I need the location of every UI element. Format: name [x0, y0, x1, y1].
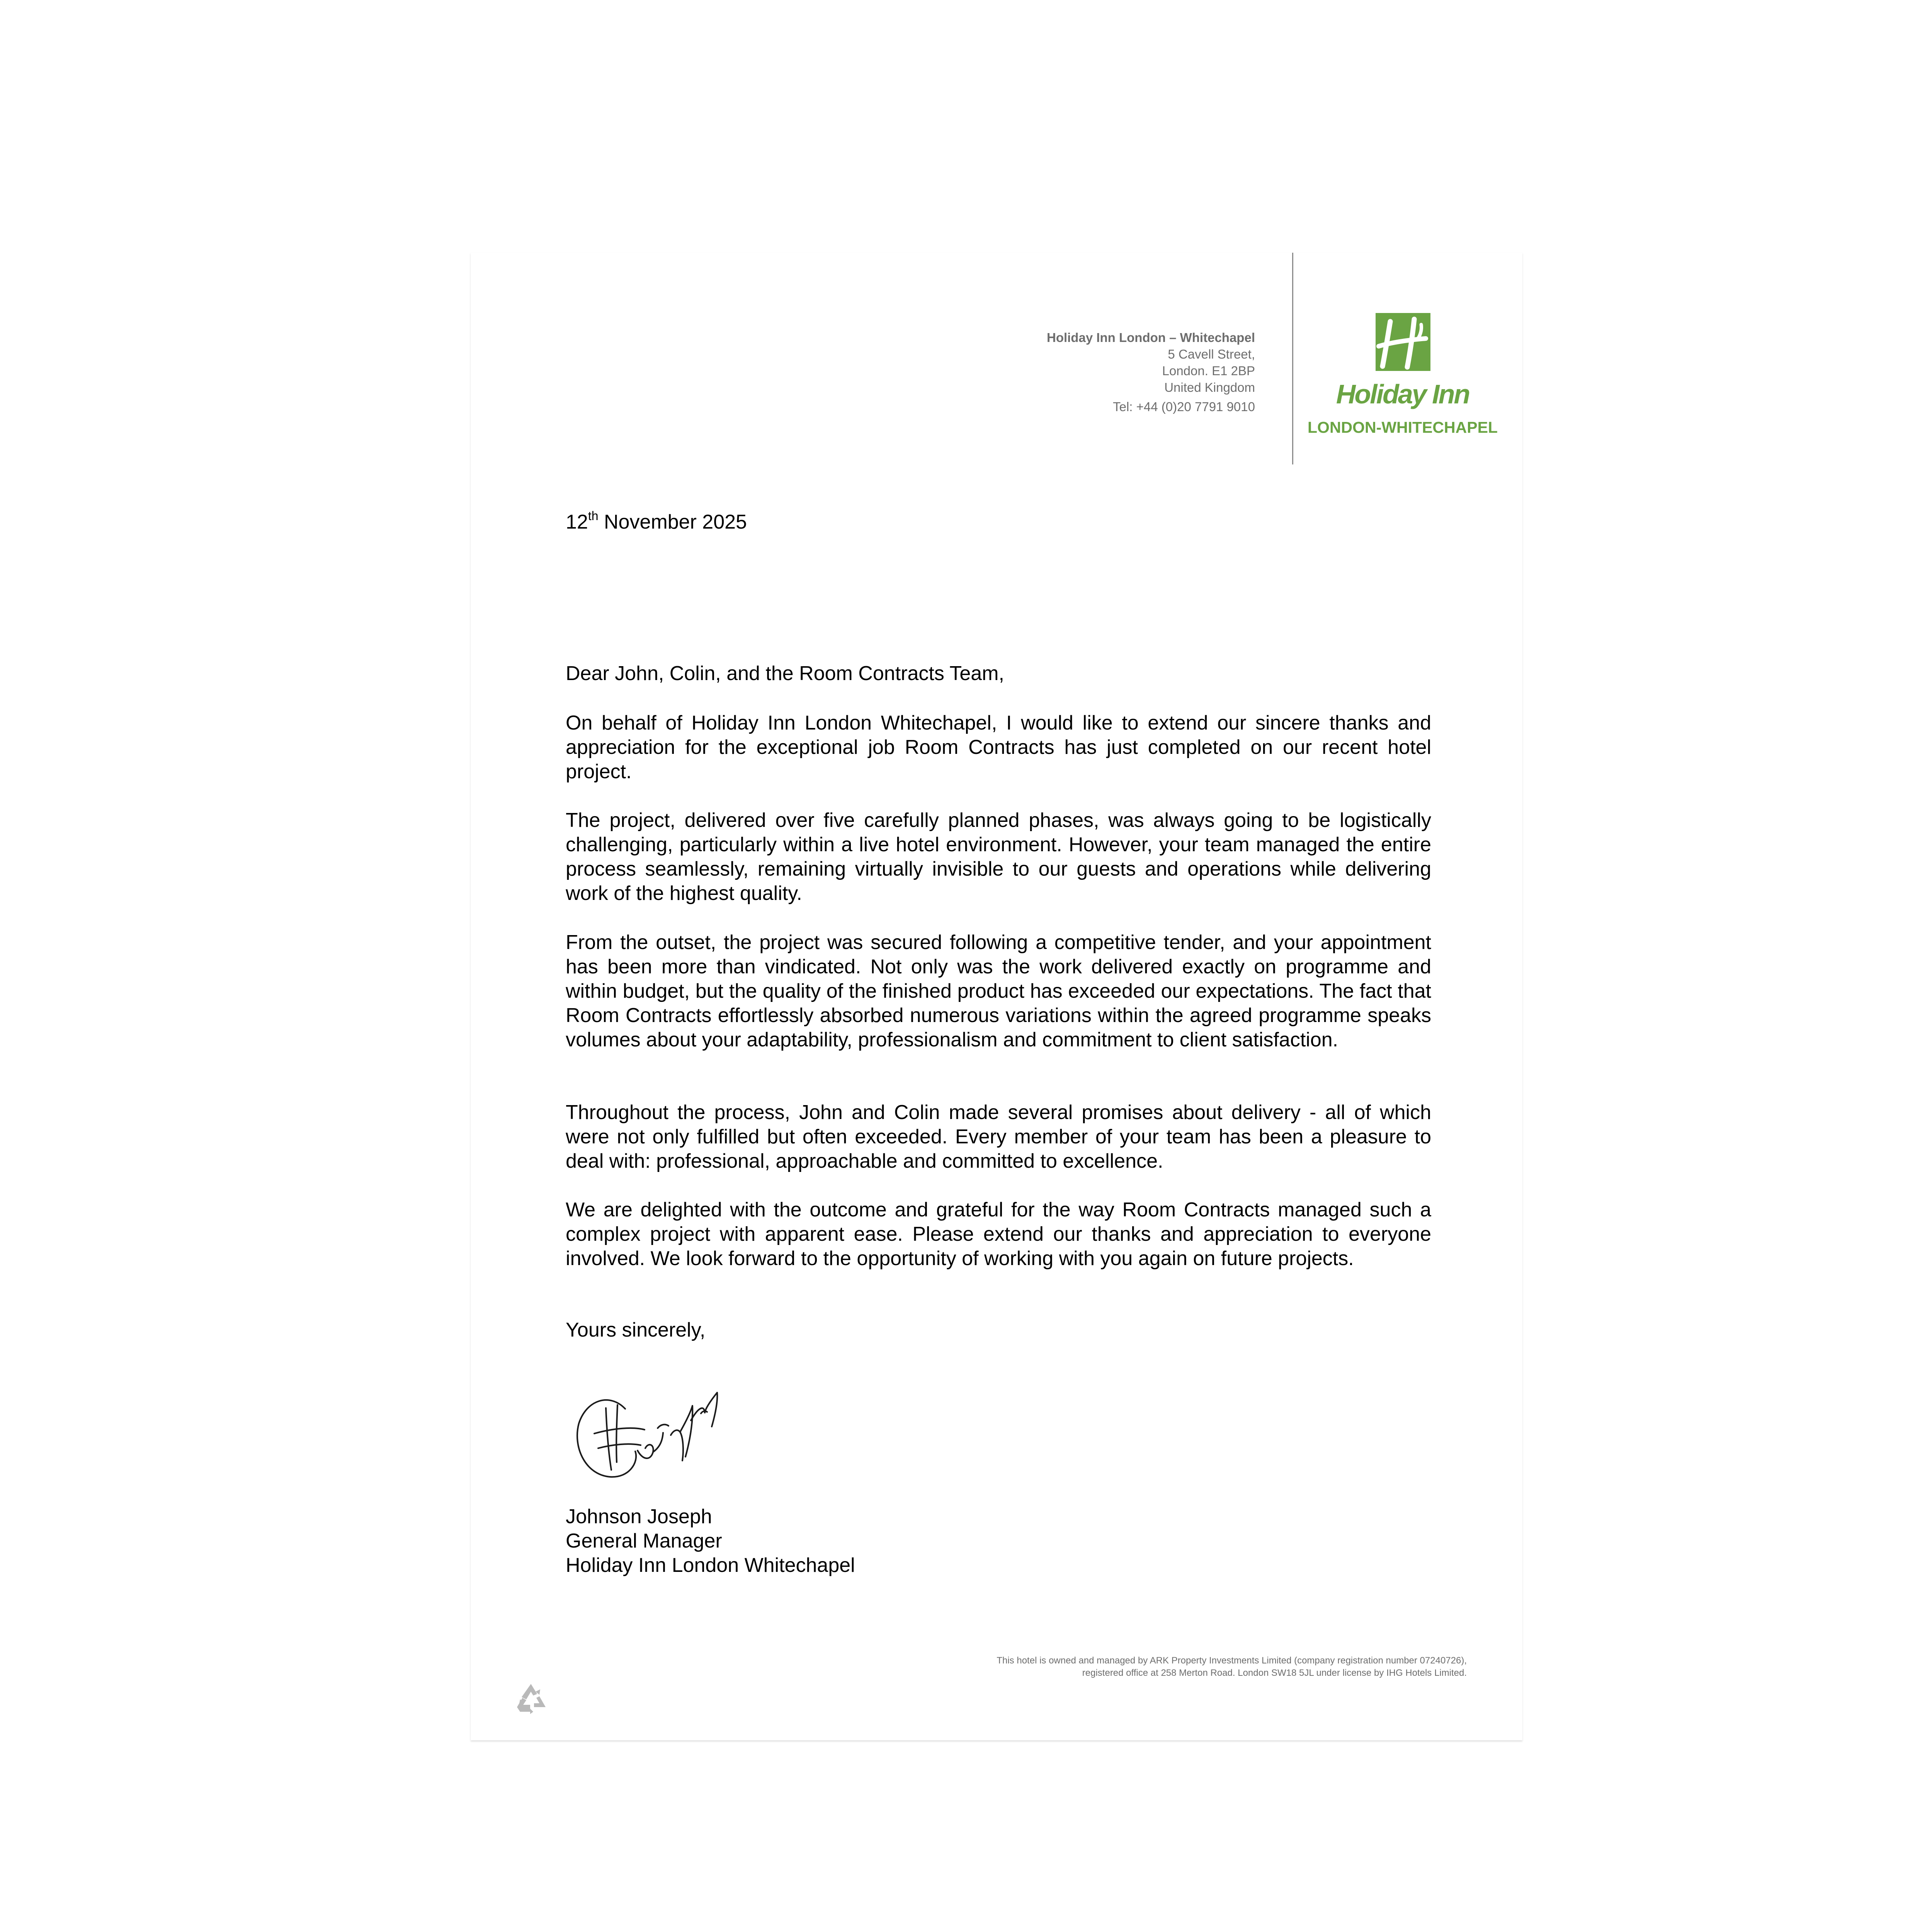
address-line-2: London. E1 2BP: [1162, 364, 1255, 378]
address-line-3: United Kingdom: [1164, 380, 1255, 395]
paragraph-5: We are delighted with the outcome and grateful for the way Room Contracts managed such a complex project with apparent ease. Please extend our thanks and appreciation to everyone involved. We look forward to the opportunity of working with you again on future projects.: [566, 1199, 1431, 1270]
company-footer: [997, 1655, 1467, 1679]
letterhead-divider: [1292, 253, 1293, 464]
signature-block: [566, 1505, 1431, 1578]
signatory-name: Johnson Joseph: [566, 1505, 712, 1528]
recycle-icon: [515, 1682, 547, 1714]
letter-date: 12th November 2025: [566, 509, 747, 533]
handwritten-signature: [571, 1366, 733, 1489]
footer-line-1: This hotel is owned and managed by ARK Property Investments Limited (company registration number 07240726),: [997, 1655, 1467, 1666]
paragraph-1: On behalf of Holiday Inn London Whitechapel, I would like to extend our sincere thanks and appreciation for the exceptional job Room Contracts has just completed on our recent hotel project.: [566, 712, 1431, 783]
salutation: Dear John, Colin, and the Room Contracts Team,: [566, 662, 1004, 685]
paragraph-2: The project, delivered over five carefully planned phases, was always going to be logistically challenging, particularly within a live hotel environment. However, your team managed the entire process seamlessly, remaining virtually invisible to our guests and operations while delivering work of the highest quality.: [566, 809, 1431, 905]
logo-brand-text: Holiday Inn: [1336, 379, 1469, 409]
paragraph-4: Throughout the process, John and Colin made several promises about delivery - all of which were not only fulfilled but often exceeded. Every member of your team has been a pleasure to deal with: professional, approachable and committed to excellence.: [566, 1101, 1431, 1172]
holiday-inn-logo: [1298, 313, 1507, 437]
hotel-name: Holiday Inn London – Whitechapel: [1046, 330, 1255, 345]
telephone: Tel: +44 (0)20 7791 9010: [1113, 400, 1255, 414]
footer-line-2: registered office at 258 Merton Road. London SW18 5JL under license by IHG Hotels Limited.: [1082, 1668, 1467, 1678]
hotel-address-block: [1047, 329, 1255, 415]
logo-location-text: LONDON-WHITECHAPEL: [1308, 418, 1498, 436]
signatory-title: General Manager: [566, 1530, 722, 1552]
letter-page: [471, 253, 1522, 1740]
paragraph-3: From the outset, the project was secured following a competitive tender, and your appointment has been more than vindicated. Not only was the work delivered exactly on programme and within budget, but the quality of the finished product has exceeded our expectations. The fact that Room Contracts effortlessly absorbed numerous variations within the agreed programme speaks volumes about your adaptability, professionalism and commitment to client satisfaction.: [566, 931, 1431, 1051]
closing: Yours sincerely,: [566, 1319, 706, 1341]
address-line-1: 5 Cavell Street,: [1168, 347, 1255, 361]
signatory-organisation: Holiday Inn London Whitechapel: [566, 1554, 855, 1577]
